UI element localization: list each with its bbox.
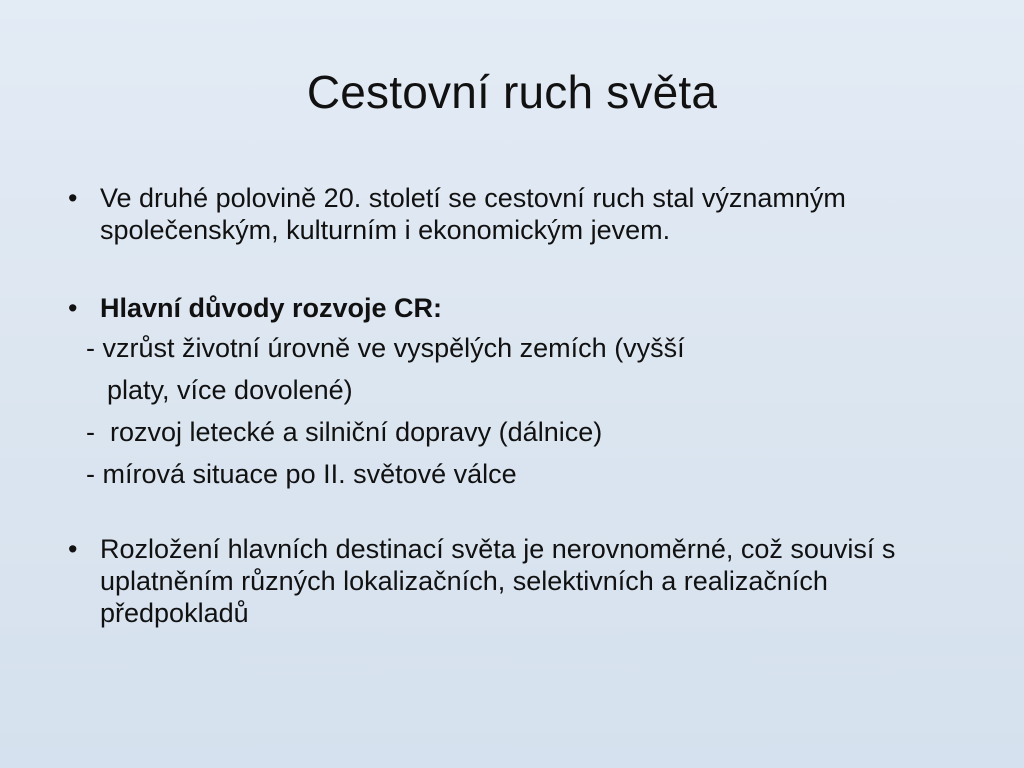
bullet-item: [62, 182, 952, 246]
sub-list-line: - vzrůst životní úrovně ve vyspělých zemích (vyšší: [86, 333, 685, 363]
bullet-marker: •: [68, 183, 78, 213]
sub-list-line: - rozvoj letecké a silniční dopravy (dálnice): [86, 417, 603, 447]
spacer: [62, 495, 952, 533]
bullet-text: Rozložení hlavních destinací světa je nerovnoměrné, což souvisí s uplatněním různých lokalizačních, selektivních a realizačních předpokladů: [100, 534, 896, 628]
slide-body: [62, 182, 952, 629]
bullet-text: Ve druhé polovině 20. století se cestovní ruch stal významným společenským, kulturním i ekonomickým jevem.: [100, 183, 846, 245]
sub-list-line: - mírová situace po II. světové válce: [86, 459, 517, 489]
bullet-marker: •: [68, 293, 78, 323]
bullet-item: [62, 533, 952, 629]
bullet-item: [62, 292, 952, 324]
bullet-marker: •: [68, 534, 78, 564]
slide-title: Cestovní ruch světa: [306, 66, 718, 118]
bullet-text-heading: Hlavní důvody rozvoje CR:: [100, 293, 443, 323]
sub-list: [62, 327, 952, 495]
sub-list-line-continuation: platy, více dovolené): [107, 375, 353, 405]
spacer: [62, 246, 952, 292]
